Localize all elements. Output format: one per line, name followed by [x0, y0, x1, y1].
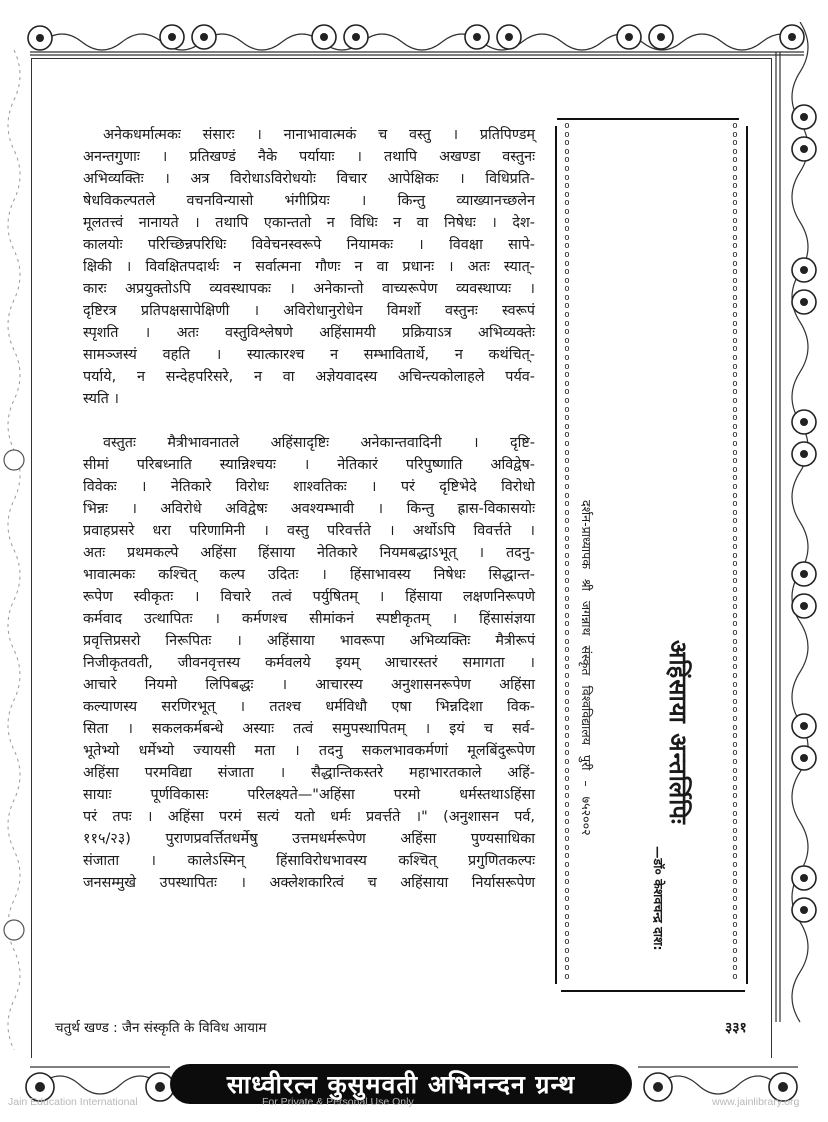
text-line: भावात्मकः कश्चित् कल्प उदितः । हिंसाभावस्य निषेधः सिद्धान्त- [83, 567, 535, 583]
text-line: वस्तुतः मैत्रीभावनातले अहिंसादृष्टिः अनेकान्तवादिनी । दृष्टि- [103, 435, 535, 451]
paragraph-2 [83, 432, 535, 894]
text-line: पर्याये, न सन्देहपरिसरे, न वा अज्ञेयवादस्य अचिन्त्यकोलाहले पर्यव- [83, 369, 535, 385]
text-line: अभिव्यक्तिः । अत्र विरोधाऽविरोधयोः विचार आपेक्षिकः । विधिप्रति- [83, 171, 535, 187]
text-line: आचारे नियमो लिपिबद्धः । आचारस्य अनुशासनरूपेण अहिंसा [83, 677, 535, 693]
dotted-border-left: oooooooooooooooooooooooooooooooooooooooooooooooooooooooooooooooooooooooooooooooooooooooooooooooooooo [564, 122, 570, 982]
text-line: षेधविकल्पतले वचनविन्यासो भंगीप्रियः । किन्तु व्याख्यानच्छलेन [83, 193, 535, 209]
watermark-usage: For Private & Personal Use Only [262, 1096, 414, 1108]
frame-inner-rule-left [31, 58, 32, 1058]
text-line: संजाता । कालेऽस्मिन् हिंसाविरोधभावस्य कश्चित् प्रगुणितकल्पः [83, 853, 535, 869]
text-line: सीमां परिबध्नाति स्यान्निश्चयः । नेतिकारं परिपुष्णाति अविद्वेष- [83, 457, 535, 473]
text-line: प्रवाहप्रसरे धरा परिणामिनी । वस्तु परिवर्त्तते । अर्थोऽपि विवर्त्तते । [83, 523, 535, 539]
text-line: कल्याणस्य सरणिरभूत् । ततश्च धर्मविधौ एषा भिन्नदिशा विक- [83, 699, 535, 715]
article-title: अहिंसाया अन्तर्लिपिः [664, 640, 692, 825]
article-body [83, 124, 535, 894]
text-line: अनेकधर्मात्मकः संसारः । नानाभावात्मकं च वस्तु । प्रतिपिण्डम् [103, 127, 535, 143]
dotted-border-right: oooooooooooooooooooooooooooooooooooooooooooooooooooooooooooooooooooooooooooooooooooooooooooooooooooo [732, 122, 738, 982]
watermark-website[interactable]: www.jainlibrary.org [712, 1096, 800, 1108]
frame-inner-rule-top [31, 58, 771, 59]
text-line: स्यति । [83, 391, 119, 407]
article-author: —डॉ० केशवचन्द्र दाश: [651, 846, 666, 951]
section-footer: चतुर्थ खण्ड : जैन संस्कृति के विविध आयाम [55, 1020, 267, 1036]
text-line: कालयोः परिच्छिन्नपरिधिः विवेचनस्वरूपे नियामकः । विवक्षा सापे- [83, 237, 535, 253]
text-line: स्पृशति । अतः वस्तुविश्लेषणे अहिंसामयी प्रक्रियाऽत्र अभिव्यक्तेः [83, 325, 535, 341]
text-line: सायाः पूर्णविकासः परिलक्ष्यते—"अहिंसा परमो धर्मस्तथाऽहिंसा [83, 787, 535, 803]
watermark-publisher: Jain Education International [8, 1096, 138, 1108]
text-line: सामञ्जस्यं वहति । स्यात्कारश्च न सम्भावितार्थे, न कथंचित्- [83, 347, 535, 363]
title-box-left-rule [555, 126, 557, 984]
text-line: भिन्नः । अविरोधे अविद्वेषः अवश्यम्भावी । किन्तु ह्रास-विकासयोः [83, 501, 535, 517]
ornamental-border-right [770, 22, 828, 1032]
text-line: प्रवृत्तिप्रसरो निरूपितः । अहिंसाया भावरूपा अभिव्यक्तिः मैत्रीरूपं [83, 633, 535, 649]
text-line: भूतेभ्यो धर्मेभ्यो ज्यायसी मता । तदनु सकलभावकर्मणां मूलबिंदुरूपेण [83, 743, 535, 759]
text-line: ११५/२३) पुराणप्रवर्त्तितधर्मेषु उत्तमधर्मरूपेण अहिंसा पुण्यसाधिका [83, 831, 535, 847]
author-affiliation: दर्शन-प्राध्यापक श्री जगन्नाथ संस्कृत विश्वविद्यालय पुरी – ७५२००२ [579, 500, 594, 836]
text-line: विवेकः । नेतिकारे विरोधः शाश्वतिकः । परं दृष्टिभेदे विरोधो [83, 479, 535, 495]
ornamental-border-top [22, 22, 812, 60]
title-box-bottom-rule [561, 990, 745, 992]
text-line: परं तपः । अहिंसा परमं सत्यं यतो धर्मः प्रवर्त्तते ।" (अनुशासन पर्व, [83, 809, 535, 825]
paragraph-1 [83, 124, 535, 410]
text-line: कारः अप्रयुक्तोऽपि व्यवस्थापकः । अनेकान्तो वाच्यरूपेण व्यवस्थाप्यः । [83, 281, 535, 297]
book-title: साध्वीरत्न कुसुमवती अभिनन्दन ग्रन्थ [226, 1070, 576, 1099]
text-line: क्षिकी । विवक्षितपदार्थः न सर्वात्मना गौणः न वा प्रधानः । अतः स्यात्- [83, 259, 535, 275]
text-line: अहिंसा परमविद्या संजाता । सैद्धान्तिकस्तरे महाभारतकाले अहिं- [83, 765, 535, 781]
text-line: निजीकृतवती, जीवनवृत्तस्य कर्मवलये इयम् आचारस्तरं समागता । [83, 655, 535, 671]
text-line: कर्मवाद उत्थापितः । कर्मणश्च सीमांकनं स्पष्टीकृतम् । हिंसासंज्ञया [83, 611, 535, 627]
text-line: सिता । सकलकर्मबन्धे अस्याः तत्वं समुपस्थापितम् । इयं च सर्व- [83, 721, 535, 737]
text-line: रूपेण स्वीकृतः । विचारे तत्वं पर्युषितम् । हिंसाया लक्षणनिरूपणे [83, 589, 535, 605]
frame-inner-rule-right [771, 58, 772, 1058]
text-line: अतः प्रथमकल्पे अहिंसा हिंसाया नेतिकारे नियमबद्धाऽभूत् । तदनु- [83, 545, 535, 561]
text-line: जनसम्मुखे उपस्थापितः । अक्लेशकारित्वं च अहिंसाया निर्यासरूपेण [83, 875, 535, 891]
page-number: ३३१ [725, 1020, 747, 1036]
title-box-right-rule [746, 126, 748, 984]
title-box-top-rule [557, 118, 739, 120]
text-line: अनन्तगुणाः । प्रतिखण्डं नैके पर्यायाः । तथापि अखण्डा वस्तुनः [83, 149, 535, 165]
text-line: मूलतत्त्वं नानायते । तथापि एकान्ततो न विधिः न वा निषेधः । देश- [83, 215, 535, 231]
ornamental-border-left [0, 50, 32, 1050]
text-line: दृष्टिरत्र प्रतिपक्षसापेक्षिणी । अविरोधानुरोधेन विमर्शो वस्तुनः स्वरूपं [83, 303, 535, 319]
article-title-box [553, 118, 751, 991]
